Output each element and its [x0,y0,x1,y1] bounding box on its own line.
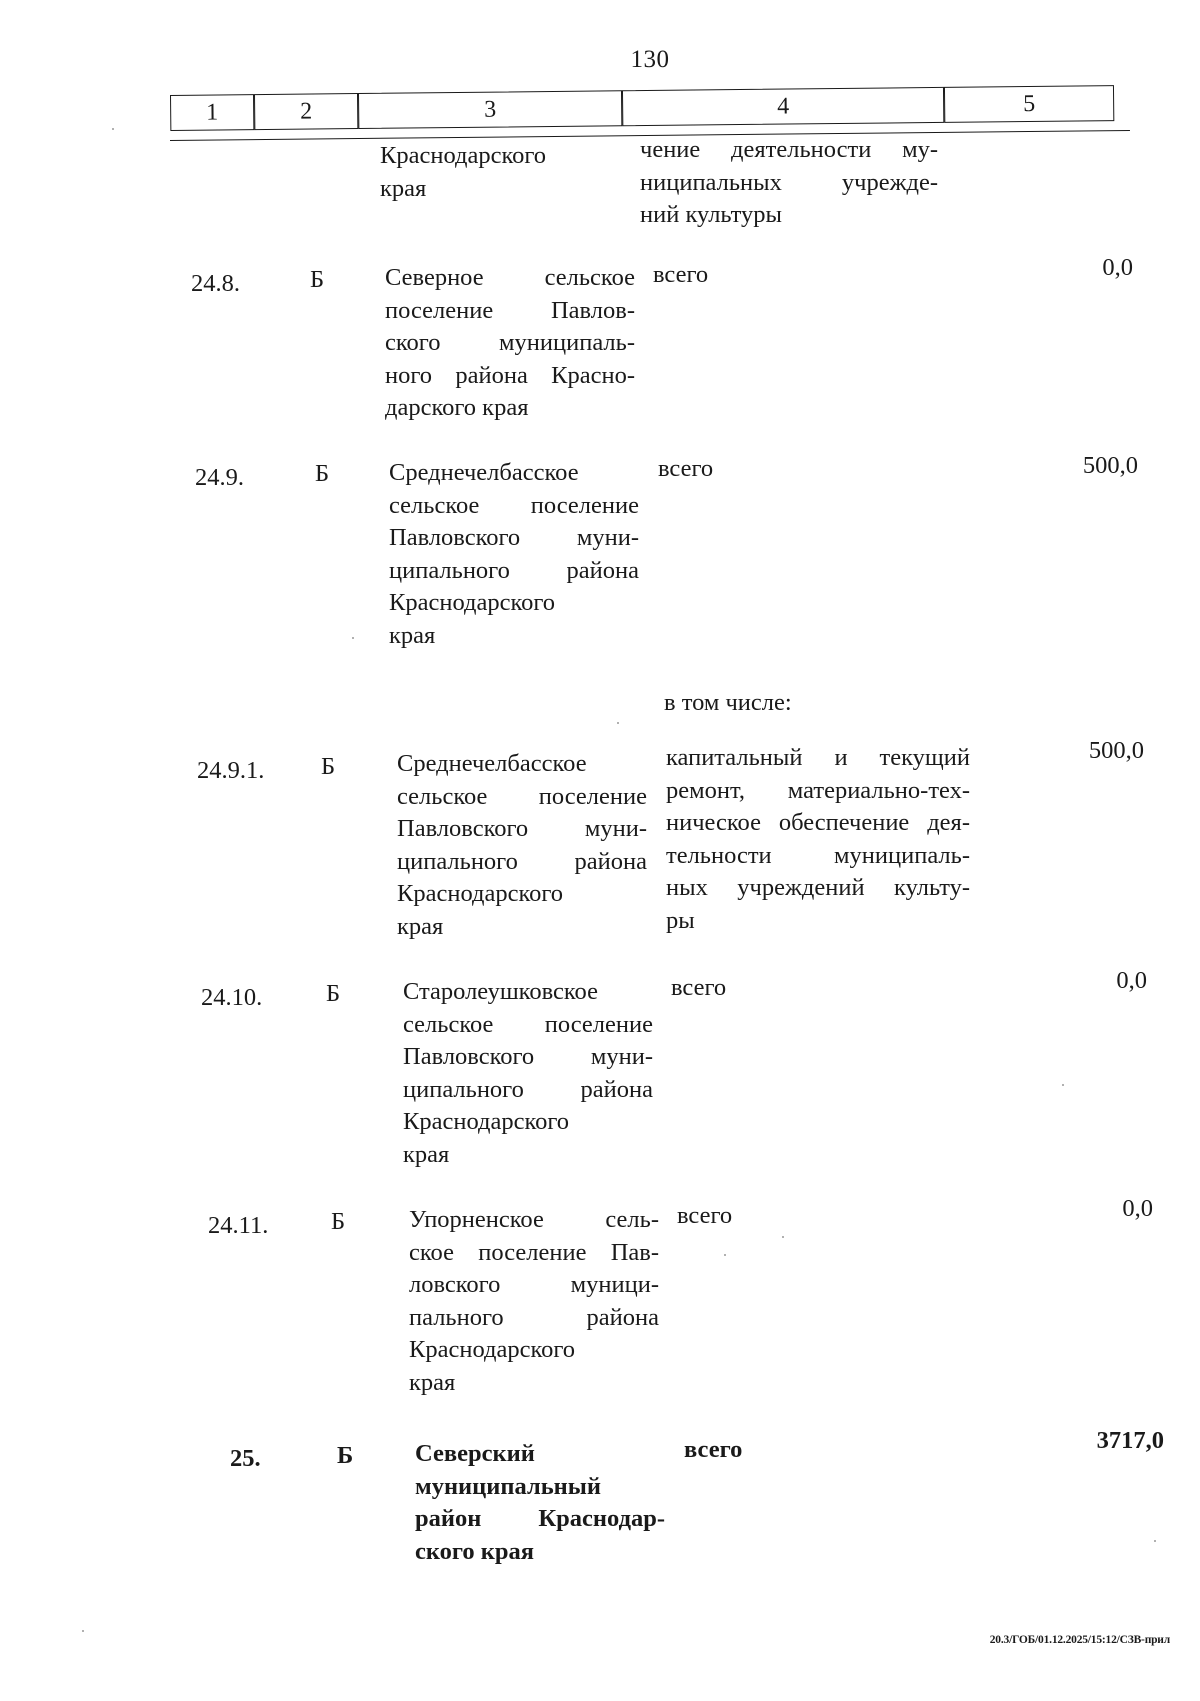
row-number: 24.11. [208,1212,269,1239]
row-name [403,976,653,1171]
header-col-2: 2 [254,93,358,130]
text-line: края [409,1368,456,1396]
row-purpose: всего [658,455,714,482]
row-purpose: всего [677,1202,733,1229]
document-footer-code: 20.3/ГОБ/01.12.2025/15:12/СЗВ-прил [989,1634,1170,1646]
text-line: сельское поселение [403,1010,653,1038]
text-line: ных учреждений культу- [666,874,970,901]
row-mark: Б [315,460,330,487]
text-line: Краснодарского [389,589,556,616]
scan-speck [724,1254,726,1256]
row-amount: 0,0 [1122,1195,1153,1222]
scan-speck [782,1236,784,1238]
including-label: в том числе: [664,689,792,716]
scan-speck [1062,1084,1064,1086]
row-amount: 0,0 [1116,967,1147,994]
text-line: сельское поселение [397,782,647,810]
row-name [389,457,639,652]
text-line: ципального района [403,1075,653,1103]
text-line: края [389,621,436,649]
row-mark: Б [331,1208,346,1235]
row-amount: 3717,0 [1096,1427,1164,1454]
text-line: ципального района [397,847,647,875]
text-line: края [380,174,427,202]
text-line: ний культуры [640,201,782,228]
text-line: Среднечелбасское [389,459,579,486]
text-line: Северное сельское [385,264,635,291]
page-number: 130 [630,46,670,73]
continuation-col4 [640,134,938,232]
scan-speck [617,722,619,724]
row-amount: 500,0 [1082,452,1138,479]
row-purpose [666,742,970,937]
row-purpose: всего [684,1436,743,1463]
text-line: края [397,912,444,940]
text-line: дарского края [385,394,529,421]
row-name [397,748,647,943]
text-line: ципального района [389,556,639,584]
continuation-col3 [380,140,620,205]
text-line: Краснодарского [397,880,564,907]
text-line: ского муниципаль- [385,329,635,356]
text-line: сельское поселение [389,491,639,519]
text-line: края [403,1140,450,1168]
text-line: капитальный и текущий [666,744,970,771]
text-line: Упорненское сель- [409,1206,659,1233]
header-col-5: 5 [944,85,1114,123]
text-line: Северский [415,1440,535,1467]
row-name [409,1204,659,1399]
header-col-4: 4 [622,87,944,126]
header-col-1: 1 [170,94,254,131]
text-line: поселение Павлов- [385,296,635,324]
text-line: ниципальных учрежде- [640,168,938,196]
text-line: Краснодарского [380,142,547,169]
row-name [385,262,635,425]
row-number: 25. [230,1445,261,1472]
row-mark: Б [326,980,341,1007]
header-col-3: 3 [358,90,622,129]
scan-speck [352,637,354,639]
row-purpose: всего [653,261,709,288]
text-line: район Краснодар- [415,1505,665,1532]
text-line: Павловского муни- [389,524,639,551]
text-line: ремонт, материально-тех- [666,776,970,804]
text-line: ское поселение Пав- [409,1238,659,1266]
row-purpose: всего [671,974,727,1001]
row-number: 24.9. [195,464,244,491]
row-number: 24.10. [201,984,263,1011]
scan-speck [1154,1540,1156,1542]
row-mark: Б [337,1442,354,1469]
text-line: ского края [415,1537,535,1565]
text-line: Краснодарского [403,1108,570,1135]
text-line: ного района Красно- [385,361,635,389]
scan-speck [82,1630,84,1632]
scan-speck [112,128,114,130]
text-line: Старолеушковское [403,978,598,1005]
text-line: Павловского муни- [397,815,647,842]
row-mark: Б [310,266,325,293]
text-line: муниципальный [415,1472,602,1500]
row-name [415,1438,665,1568]
text-line: чение деятельности му- [640,136,938,163]
text-line: тельности муниципаль- [666,841,970,869]
row-mark: Б [321,753,336,780]
text-line: ническое обеспечение дея- [666,809,970,836]
table-header [170,85,1130,131]
row-amount: 0,0 [1102,254,1133,281]
text-line: ры [666,906,695,934]
row-number: 24.9.1. [197,757,265,784]
row-number: 24.8. [191,270,240,297]
row-amount: 500,0 [1088,737,1144,764]
text-line: Среднечелбасское [397,750,587,777]
text-line: ловского муници- [409,1271,659,1298]
text-line: Краснодарского [409,1336,576,1363]
text-line: пального района [409,1303,659,1331]
text-line: Павловского муни- [403,1043,653,1070]
